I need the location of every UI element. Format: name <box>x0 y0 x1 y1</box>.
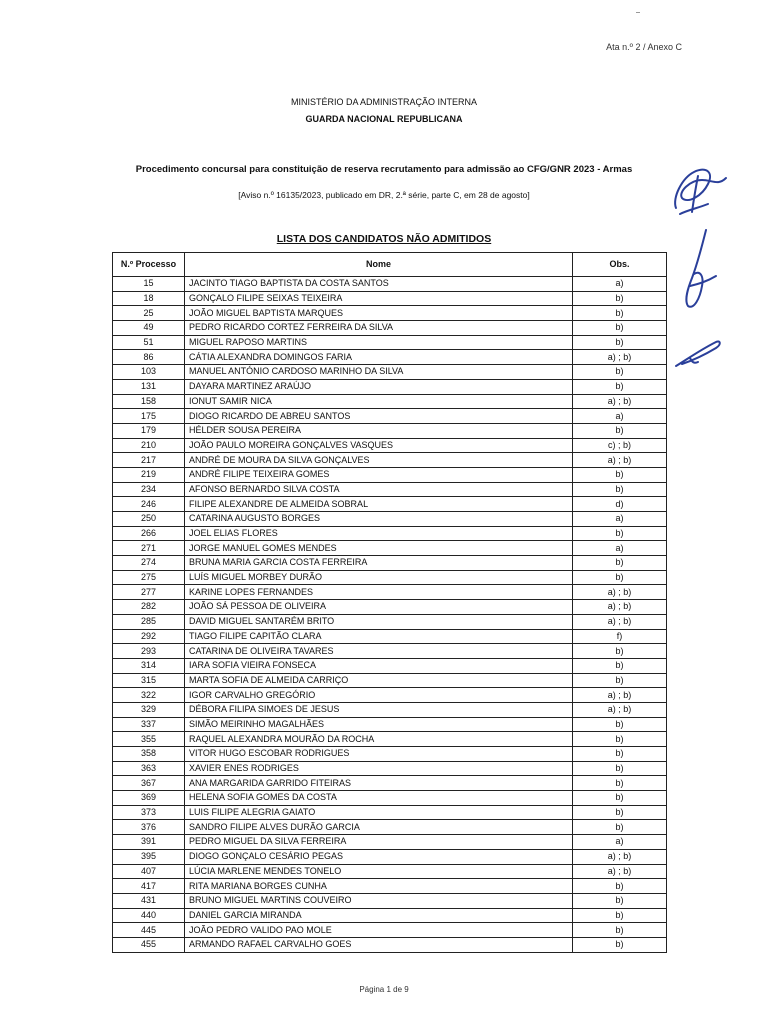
process-number-cell: 355 <box>113 732 185 747</box>
observation-cell: b) <box>573 321 667 336</box>
process-number-cell: 103 <box>113 365 185 380</box>
observation-cell: b) <box>573 747 667 762</box>
process-number-cell: 219 <box>113 467 185 482</box>
observation-cell: a) ; b) <box>573 614 667 629</box>
table-row <box>113 365 667 380</box>
table-row <box>113 923 667 938</box>
process-number-cell: 49 <box>113 321 185 336</box>
observation-cell: b) <box>573 482 667 497</box>
document-reference: Ata n.º 2 / Anexo C <box>606 42 682 52</box>
candidate-name-cell: BRUNO MIGUEL MARTINS COUVEIRO <box>185 893 573 908</box>
candidate-name-cell: JOÃO PEDRO VALIDO PAO MOLE <box>185 923 573 938</box>
candidate-name-cell: BRUNA MARIA GARCIA COSTA FERREIRA <box>185 556 573 571</box>
notice-reference: [Aviso n.º 16135/2023, publicado em DR, 2.ª série, parte C, em 28 de agosto] <box>238 190 530 200</box>
table-header-row <box>113 253 667 277</box>
table-row <box>113 453 667 468</box>
observation-cell: b) <box>573 820 667 835</box>
observation-cell: b) <box>573 570 667 585</box>
observation-cell: b) <box>573 761 667 776</box>
process-number-cell: 274 <box>113 556 185 571</box>
process-number-cell: 337 <box>113 717 185 732</box>
observation-cell: b) <box>573 776 667 791</box>
table-row <box>113 541 667 556</box>
table-row <box>113 379 667 394</box>
candidate-name-cell: JORGE MANUEL GOMES MENDES <box>185 541 573 556</box>
candidate-name-cell: HELENA SOFIA GOMES DA COSTA <box>185 791 573 806</box>
candidate-name-cell: SANDRO FILIPE ALVES DURÃO GARCIA <box>185 820 573 835</box>
table-row <box>113 585 667 600</box>
observation-cell: b) <box>573 556 667 571</box>
table-row <box>113 556 667 571</box>
candidate-name-cell: DAVID MIGUEL SANTARÉM BRITO <box>185 614 573 629</box>
table-row <box>113 908 667 923</box>
observation-cell: f) <box>573 629 667 644</box>
observation-cell: a) ; b) <box>573 849 667 864</box>
table-header <box>113 253 667 277</box>
process-number-cell: 417 <box>113 879 185 894</box>
candidate-name-cell: FILIPE ALEXANDRE DE ALMEIDA SOBRAL <box>185 497 573 512</box>
table-row <box>113 849 667 864</box>
candidate-name-cell: MARTA SOFIA DE ALMEIDA CARRIÇO <box>185 673 573 688</box>
column-header-name: Nome <box>185 253 573 277</box>
table-row <box>113 673 667 688</box>
table-row <box>113 277 667 292</box>
table-row <box>113 438 667 453</box>
candidate-name-cell: GONÇALO FILIPE SEIXAS TEIXEIRA <box>185 291 573 306</box>
candidate-name-cell: CATARINA DE OLIVEIRA TAVARES <box>185 644 573 659</box>
table-row <box>113 658 667 673</box>
process-number-cell: 15 <box>113 277 185 292</box>
table-row <box>113 350 667 365</box>
candidate-name-cell: DAYARA MARTINEZ ARAÚJO <box>185 379 573 394</box>
candidate-name-cell: CÁTIA ALEXANDRA DOMINGOS FARIA <box>185 350 573 365</box>
candidate-name-cell: LÚCIA MARLENE MENDES TONELO <box>185 864 573 879</box>
observation-cell: b) <box>573 379 667 394</box>
process-number-cell: 285 <box>113 614 185 629</box>
list-title <box>0 233 768 245</box>
process-number-cell: 86 <box>113 350 185 365</box>
process-number-cell: 217 <box>113 453 185 468</box>
candidate-name-cell: VITOR HUGO ESCOBAR RODRIGUES <box>185 747 573 762</box>
process-number-cell: 367 <box>113 776 185 791</box>
process-number-cell: 266 <box>113 526 185 541</box>
candidate-name-cell: PEDRO RICARDO CORTEZ FERREIRA DA SILVA <box>185 321 573 336</box>
table-row <box>113 482 667 497</box>
observation-cell: b) <box>573 791 667 806</box>
page-number: Página 1 de 9 <box>359 985 409 994</box>
observation-cell: a) ; b) <box>573 585 667 600</box>
observation-cell: a) ; b) <box>573 864 667 879</box>
observation-cell: b) <box>573 673 667 688</box>
table-row <box>113 321 667 336</box>
observation-cell: b) <box>573 879 667 894</box>
observation-cell: b) <box>573 644 667 659</box>
process-number-cell: 282 <box>113 600 185 615</box>
table-row <box>113 688 667 703</box>
candidate-name-cell: XAVIER ENES RODRIGES <box>185 761 573 776</box>
candidate-name-cell: ANA MARGARIDA GARRIDO FITEIRAS <box>185 776 573 791</box>
observation-cell: b) <box>573 658 667 673</box>
observation-cell: a) ; b) <box>573 702 667 717</box>
candidate-name-cell: RITA MARIANA BORGES CUNHA <box>185 879 573 894</box>
observation-cell: b) <box>573 717 667 732</box>
table-row <box>113 776 667 791</box>
table-row <box>113 570 667 585</box>
candidate-name-cell: RAQUEL ALEXANDRA MOURÃO DA ROCHA <box>185 732 573 747</box>
table-row <box>113 629 667 644</box>
process-number-cell: 363 <box>113 761 185 776</box>
process-number-cell: 293 <box>113 644 185 659</box>
observation-cell: d) <box>573 497 667 512</box>
candidate-name-cell: AFONSO BERNARDO SILVA COSTA <box>185 482 573 497</box>
table-row <box>113 394 667 409</box>
signature-initials-3 <box>672 336 724 372</box>
process-number-cell: 275 <box>113 570 185 585</box>
signature-initials-1 <box>668 158 732 224</box>
observation-cell: b) <box>573 335 667 350</box>
observation-cell: a) <box>573 512 667 527</box>
column-header-obs: Obs. <box>573 253 667 277</box>
candidate-name-cell: CATARINA AUGUSTO BORGES <box>185 512 573 527</box>
observation-cell: b) <box>573 937 667 952</box>
candidate-name-cell: DIOGO GONÇALO CESÁRIO PEGAS <box>185 849 573 864</box>
table-row <box>113 835 667 850</box>
process-number-cell: 131 <box>113 379 185 394</box>
candidate-name-cell: IONUT SAMIR NICA <box>185 394 573 409</box>
table-row <box>113 467 667 482</box>
observation-cell: c) ; b) <box>573 438 667 453</box>
table-row <box>113 512 667 527</box>
procedure-title: Procedimento concursal para constituição de reserva recrutamento para admissão ao CFG/GNR 2023 - Armas <box>135 164 633 175</box>
table-row <box>113 732 667 747</box>
table-row <box>113 423 667 438</box>
candidate-name-cell: IGOR CARVALHO GREGÓRIO <box>185 688 573 703</box>
observation-cell: b) <box>573 291 667 306</box>
candidate-name-cell: JACINTO TIAGO BAPTISTA DA COSTA SANTOS <box>185 277 573 292</box>
table-row <box>113 893 667 908</box>
organization-heading: GUARDA NACIONAL REPUBLICANA <box>305 114 463 124</box>
observation-cell: a) <box>573 835 667 850</box>
signature-initials-2 <box>676 226 722 316</box>
candidate-name-cell: DÉBORA FILIPA SIMOES DE JESUS <box>185 702 573 717</box>
process-number-cell: 158 <box>113 394 185 409</box>
table-row <box>113 409 667 424</box>
candidate-name-cell: ANDRÉ DE MOURA DA SILVA GONÇALVES <box>185 453 573 468</box>
process-number-cell: 373 <box>113 805 185 820</box>
observation-cell: b) <box>573 467 667 482</box>
observation-cell: a) ; b) <box>573 600 667 615</box>
process-number-cell: 314 <box>113 658 185 673</box>
process-number-cell: 369 <box>113 791 185 806</box>
list-title-text: LISTA DOS CANDIDATOS NÃO ADMITIDOS <box>276 233 492 245</box>
observation-cell: b) <box>573 908 667 923</box>
table-row <box>113 761 667 776</box>
candidate-name-cell: TIAGO FILIPE CAPITÃO CLARA <box>185 629 573 644</box>
process-number-cell: 234 <box>113 482 185 497</box>
observation-cell: b) <box>573 805 667 820</box>
observation-cell: b) <box>573 365 667 380</box>
candidate-name-cell: LUÍS MIGUEL MORBEY DURÃO <box>185 570 573 585</box>
process-number-cell: 358 <box>113 747 185 762</box>
candidate-name-cell: HÉLDER SOUSA PEREIRA <box>185 423 573 438</box>
table-row <box>113 644 667 659</box>
process-number-cell: 175 <box>113 409 185 424</box>
table-row <box>113 747 667 762</box>
observation-cell: b) <box>573 923 667 938</box>
process-number-cell: 292 <box>113 629 185 644</box>
candidate-name-cell: LUIS FILIPE ALEGRIA GAIATO <box>185 805 573 820</box>
candidate-name-cell: KARINE LOPES FERNANDES <box>185 585 573 600</box>
process-number-cell: 440 <box>113 908 185 923</box>
candidate-name-cell: DANIEL GARCIA MIRANDA <box>185 908 573 923</box>
observation-cell: a) <box>573 541 667 556</box>
observation-cell: b) <box>573 423 667 438</box>
process-number-cell: 376 <box>113 820 185 835</box>
table-row <box>113 291 667 306</box>
table-row <box>113 820 667 835</box>
table-row <box>113 497 667 512</box>
observation-cell: a) ; b) <box>573 453 667 468</box>
table-row <box>113 937 667 952</box>
process-number-cell: 315 <box>113 673 185 688</box>
observation-cell: b) <box>573 306 667 321</box>
process-number-cell: 395 <box>113 849 185 864</box>
table-row <box>113 864 667 879</box>
process-number-cell: 431 <box>113 893 185 908</box>
candidate-name-cell: JOEL ELIAS FLORES <box>185 526 573 541</box>
observation-cell: a) <box>573 277 667 292</box>
table-row <box>113 702 667 717</box>
table-body <box>113 277 667 953</box>
table-row <box>113 306 667 321</box>
process-number-cell: 391 <box>113 835 185 850</box>
process-number-cell: 51 <box>113 335 185 350</box>
process-number-cell: 25 <box>113 306 185 321</box>
candidate-name-cell: ARMANDO RAFAEL CARVALHO GOES <box>185 937 573 952</box>
observation-cell: b) <box>573 526 667 541</box>
candidate-name-cell: JOÃO SÁ PESSOA DE OLIVEIRA <box>185 600 573 615</box>
candidate-name-cell: SIMÃO MEIRINHO MAGALHÃES <box>185 717 573 732</box>
candidate-name-cell: MIGUEL RAPOSO MARTINS <box>185 335 573 350</box>
table-row <box>113 600 667 615</box>
observation-cell: a) <box>573 409 667 424</box>
table-row <box>113 805 667 820</box>
ministry-heading: MINISTÉRIO DA ADMINISTRAÇÃO INTERNA <box>290 97 478 107</box>
candidate-name-cell: JOÃO PAULO MOREIRA GONÇALVES VASQUES <box>185 438 573 453</box>
process-number-cell: 329 <box>113 702 185 717</box>
candidate-name-cell: JOÃO MIGUEL BAPTISTA MARQUES <box>185 306 573 321</box>
observation-cell: a) ; b) <box>573 394 667 409</box>
process-number-cell: 455 <box>113 937 185 952</box>
observation-cell: a) ; b) <box>573 350 667 365</box>
candidates-table <box>112 252 667 953</box>
table-row <box>113 791 667 806</box>
candidate-name-cell: PEDRO MIGUEL DA SILVA FERREIRA <box>185 835 573 850</box>
process-number-cell: 445 <box>113 923 185 938</box>
table-row <box>113 614 667 629</box>
table-row <box>113 335 667 350</box>
table-row <box>113 879 667 894</box>
table-row <box>113 717 667 732</box>
process-number-cell: 250 <box>113 512 185 527</box>
process-number-cell: 18 <box>113 291 185 306</box>
candidate-name-cell: ANDRÉ FILIPE TEIXEIRA GOMES <box>185 467 573 482</box>
column-header-number: N.º Processo <box>113 253 185 277</box>
process-number-cell: 277 <box>113 585 185 600</box>
candidate-name-cell: MANUEL ANTÓNIO CARDOSO MARINHO DA SILVA <box>185 365 573 380</box>
observation-cell: b) <box>573 732 667 747</box>
observation-cell: b) <box>573 893 667 908</box>
candidate-name-cell: IARA SOFIA VIEIRA FONSECA <box>185 658 573 673</box>
candidate-name-cell: DIOGO RICARDO DE ABREU SANTOS <box>185 409 573 424</box>
process-number-cell: 179 <box>113 423 185 438</box>
process-number-cell: 210 <box>113 438 185 453</box>
process-number-cell: 407 <box>113 864 185 879</box>
scan-mark <box>636 12 640 13</box>
process-number-cell: 246 <box>113 497 185 512</box>
observation-cell: a) ; b) <box>573 688 667 703</box>
process-number-cell: 322 <box>113 688 185 703</box>
process-number-cell: 271 <box>113 541 185 556</box>
table-row <box>113 526 667 541</box>
